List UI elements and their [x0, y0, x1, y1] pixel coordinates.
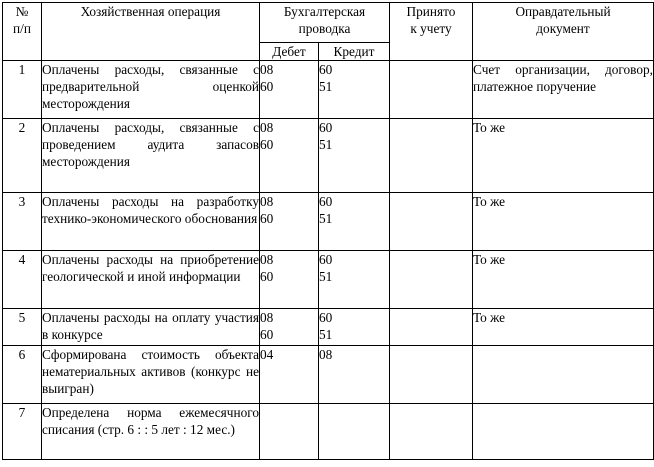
- header-operation: Хозяйственная операция: [42, 3, 260, 61]
- header-document: Оправдательный документ: [473, 3, 654, 61]
- accepted-cell: [390, 251, 473, 309]
- document-cell: То же: [473, 119, 654, 193]
- header-posting: Бухгалтерская проводка: [260, 3, 390, 43]
- header-credit: Кредит: [319, 43, 390, 61]
- debit-cell: 08 60: [260, 309, 319, 346]
- debit-cell: 04: [260, 346, 319, 404]
- table-row: [3, 61, 654, 119]
- credit-cell: 60 51: [319, 61, 390, 119]
- header-row: [3, 3, 654, 43]
- credit-cell: 08: [319, 346, 390, 404]
- operation-cell: Оплачены расходы, связанные с проведением аудита запасов месторождения: [42, 119, 260, 193]
- operation-cell: Оплачены расходы на приобретение геологической и иной информации: [42, 251, 260, 309]
- ledger-table: [2, 2, 654, 460]
- row-number: 1: [3, 61, 42, 119]
- document-cell: То же: [473, 309, 654, 346]
- table-row: [3, 346, 654, 404]
- credit-cell: 60 51: [319, 119, 390, 193]
- row-number: 7: [3, 404, 42, 460]
- table-row: [3, 251, 654, 309]
- document-cell: Счет организации, договор, платежное поручение: [473, 61, 654, 119]
- accepted-cell: [390, 346, 473, 404]
- row-number: 5: [3, 309, 42, 346]
- header-accepted: Принято к учету: [390, 3, 473, 61]
- operation-cell: Оплачены расходы, связанные с предварительной оценкой месторождения: [42, 61, 260, 119]
- credit-cell: 60 51: [319, 193, 390, 251]
- operation-cell: Сформирована стоимость объекта нематериальных активов (конкурс не выигран): [42, 346, 260, 404]
- header-debit: Дебет: [260, 43, 319, 61]
- debit-cell: 08 60: [260, 251, 319, 309]
- document-cell: То же: [473, 193, 654, 251]
- debit-cell: 08 60: [260, 193, 319, 251]
- table-row: [3, 193, 654, 251]
- accepted-cell: [390, 193, 473, 251]
- operation-cell: Определена норма ежемесячного списания (стр. 6 : : 5 лет : 12 мес.): [42, 404, 260, 460]
- document-cell: То же: [473, 251, 654, 309]
- document-cell: [473, 404, 654, 460]
- operation-cell: Оплачены расходы на оплату участия в конкурсе: [42, 309, 260, 346]
- accepted-cell: [390, 404, 473, 460]
- row-number: 3: [3, 193, 42, 251]
- table-row: [3, 309, 654, 346]
- accepted-cell: [390, 309, 473, 346]
- document-cell: [473, 346, 654, 404]
- row-number: 2: [3, 119, 42, 193]
- operation-cell: Оплачены расходы на разработку технико-экономического обоснования: [42, 193, 260, 251]
- accepted-cell: [390, 61, 473, 119]
- credit-cell: [319, 404, 390, 460]
- credit-cell: 60 51: [319, 251, 390, 309]
- debit-cell: 08 60: [260, 119, 319, 193]
- debit-cell: [260, 404, 319, 460]
- debit-cell: 08 60: [260, 61, 319, 119]
- table-row: [3, 119, 654, 193]
- table-row: [3, 404, 654, 460]
- row-number: 4: [3, 251, 42, 309]
- accepted-cell: [390, 119, 473, 193]
- row-number: 6: [3, 346, 42, 404]
- credit-cell: 60 51: [319, 309, 390, 346]
- header-num: № п/п: [3, 3, 42, 61]
